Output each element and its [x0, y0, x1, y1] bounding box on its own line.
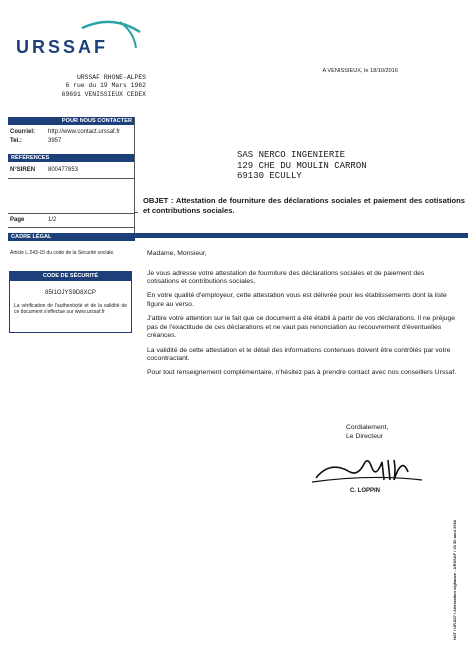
signature-image [310, 450, 430, 486]
security-code: 85I1OJYS9D8XCP [45, 290, 96, 296]
paragraph: Pour tout renseignement complémentaire, n'hésitez pas à prendre contact avec nos conseillers Urssaf. [147, 369, 457, 377]
divider [8, 178, 135, 179]
legal-text: Article L.243-15 du code de la Sécurité sociale. [10, 250, 115, 256]
letter-date: A VENISSIEUX, le 18/10/2016 [322, 68, 398, 74]
recipient-address [237, 150, 367, 182]
sender-address [40, 74, 146, 99]
references-header: RÉFÉRENCES [8, 154, 135, 162]
vertical-divider [134, 117, 135, 233]
paragraph: J'attire votre attention sur le fait que ce document a été établi à partir de vos déclarations. Il ne préjuge pas de l'exactitude de ces déclarations et ne vaut pas renonciation au recouvrement d'éventuelles créances. [147, 315, 456, 340]
closing-line: Cordialement, [346, 424, 389, 431]
tel-value: 3957 [48, 138, 62, 144]
security-box [9, 271, 132, 333]
divider [8, 213, 135, 214]
letter-body [147, 250, 457, 384]
paragraph: Je vous adresse votre attestation de fourniture des déclarations sociales et de paiement des cotisations et contributions sociales. [147, 269, 425, 286]
page-row [10, 216, 56, 224]
contact-header: POUR NOUS CONTACTER [8, 117, 135, 125]
closing-line: Le Directeur [346, 432, 384, 440]
header-rule [134, 233, 468, 238]
greeting: Madame, Monsieur, [147, 250, 207, 257]
legal-header: CADRE LÉGAL [8, 233, 135, 241]
security-note: La vérification de l'authenticité et de la validité de ce document s'effectue sur www.urssaf.fr [14, 303, 127, 316]
sender-line: 6 rue du 19 Mars 1962 [65, 82, 146, 90]
sender-line: 69691 VENISSIEUX CEDEX [61, 90, 146, 98]
page-value: 1/2 [48, 217, 57, 223]
page-label: Page [10, 217, 25, 223]
divider [8, 227, 135, 228]
recipient-line: 69130 ECULLY [237, 171, 302, 181]
letter-subject: OBJET : Attestation de fourniture des déclarations sociales et paiement des cotisations et contributions sociales. [143, 196, 465, 215]
security-header: CODE DE SÉCURITÉ [10, 272, 131, 281]
closing [346, 424, 388, 441]
urssaf-logo [12, 12, 142, 62]
paragraph: La validité de cette attestation et le détail des informations contenues doivent être contrôlés par votre cocontractant. [147, 346, 451, 363]
paragraph: En votre qualité d'employeur, cette attestation vous est délivrée pour les établissements dont la liste figure au verso. [147, 292, 447, 308]
contact-tel [10, 137, 61, 145]
logo-text: URSSAF [16, 37, 109, 57]
email-link[interactable]: http://www.contact.urssaf.fr [48, 129, 121, 135]
recipient-line: SAS NERCO INGENIERIE [237, 150, 346, 160]
siren-row [10, 166, 78, 174]
footer-reference: NAT / UR.837 / Attestation vigilance - URSSAF / 23 30 août 2016 [452, 519, 457, 640]
sender-line: URSSAF RHONE-ALPES [76, 74, 146, 81]
recipient-line: 129 CHE DU MOULIN CARRON [237, 160, 367, 171]
tel-label: Tel.: [10, 138, 22, 144]
siren-label: N°SIREN [10, 167, 36, 173]
siren-value: 800477853 [48, 167, 79, 173]
signer-name: C. LOPPIN [350, 488, 381, 494]
contact-email [10, 128, 120, 136]
email-label: Courriel: [10, 129, 36, 135]
